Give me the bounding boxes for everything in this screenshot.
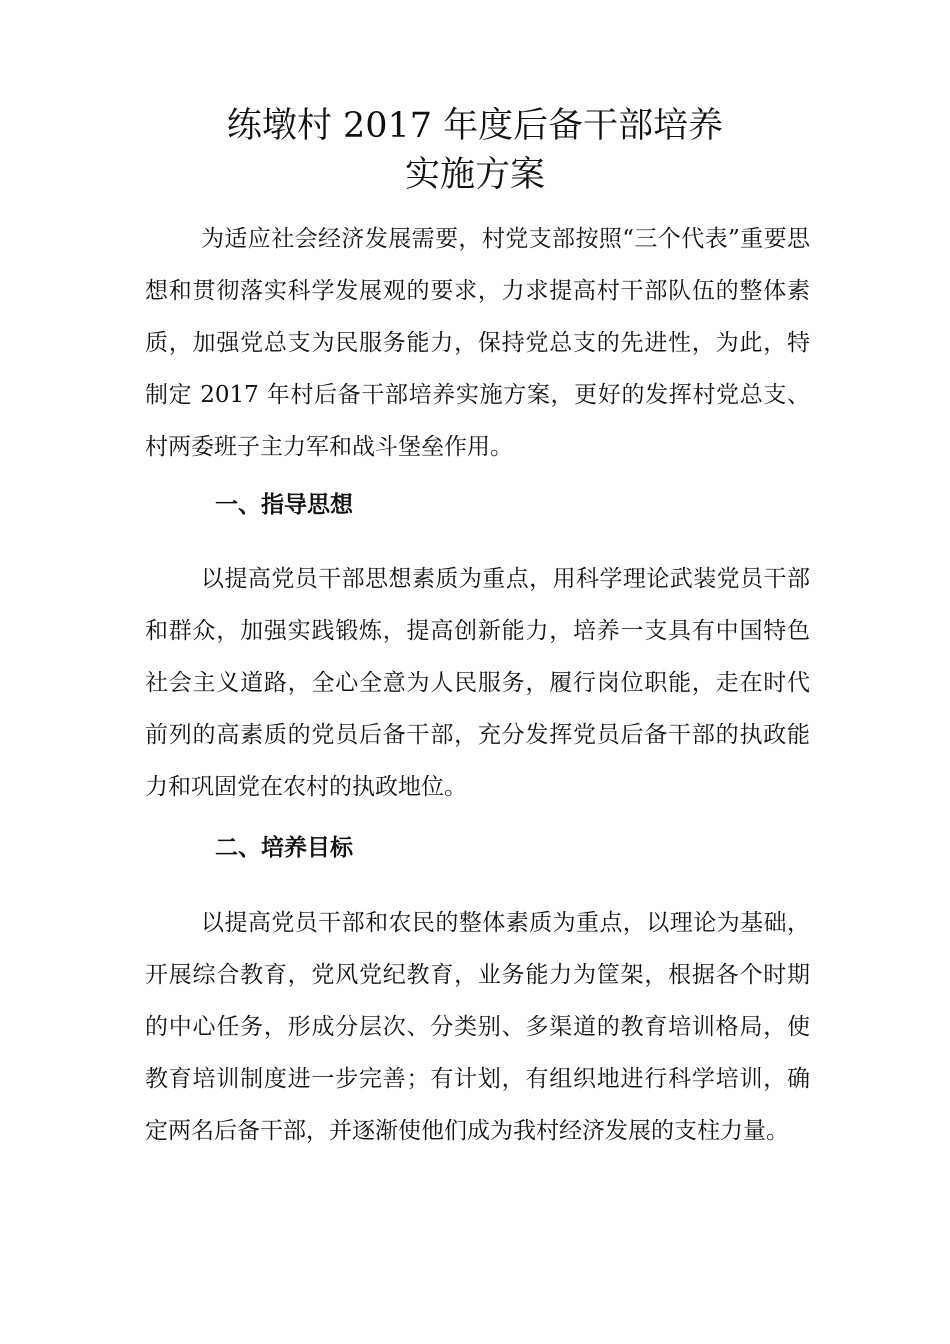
training-goals-paragraph: 以提高党员干部和农民的整体素质为重点，以理论为基础，开展综合教育，党风党纪教育，业务能力为筐架，根据各个时期的中心任务，形成分层次、分类别、多渠道的教育培训格局，使教育培训制度进一步完善；有计划，有组织地进行科学培训，确定两名后备干部，并逐渐使他们成为我村经济发展的支柱力量。 bbox=[145, 910, 810, 1144]
section-heading-training-goals: 二、培养目标 bbox=[215, 834, 353, 861]
section-heading-guiding-ideology: 一、指导思想 bbox=[215, 491, 353, 518]
document-title-line1: 练墩村 2017 年度后备干部培养 bbox=[226, 106, 724, 146]
document-title-line2: 实施方案 bbox=[404, 155, 545, 195]
intro-paragraph: 为适应社会经济发展需要，村党支部按照“三个代表”重要思想和贯彻落实科学发展观的要求，力求提高村干部队伍的整体素质，加强党总支为民服务能力，保持党总支的先进性，为此，特制定 2017 年村后备干部培养实施方案，更好的发挥村党总支、村两委班子主力军和战斗堡垒作用。 bbox=[145, 226, 810, 460]
guiding-ideology-paragraph: 以提高党员干部思想素质为重点，用科学理论武装党员干部和群众，加强实践锻炼，提高创新能力，培养一支具有中国特色社会主义道路，全心全意为人民服务，履行岗位职能，走在时代前列的高素质的党员后备干部，充分发挥党员后备干部的执政能力和巩固党在农村的执政地位。 bbox=[145, 566, 810, 800]
